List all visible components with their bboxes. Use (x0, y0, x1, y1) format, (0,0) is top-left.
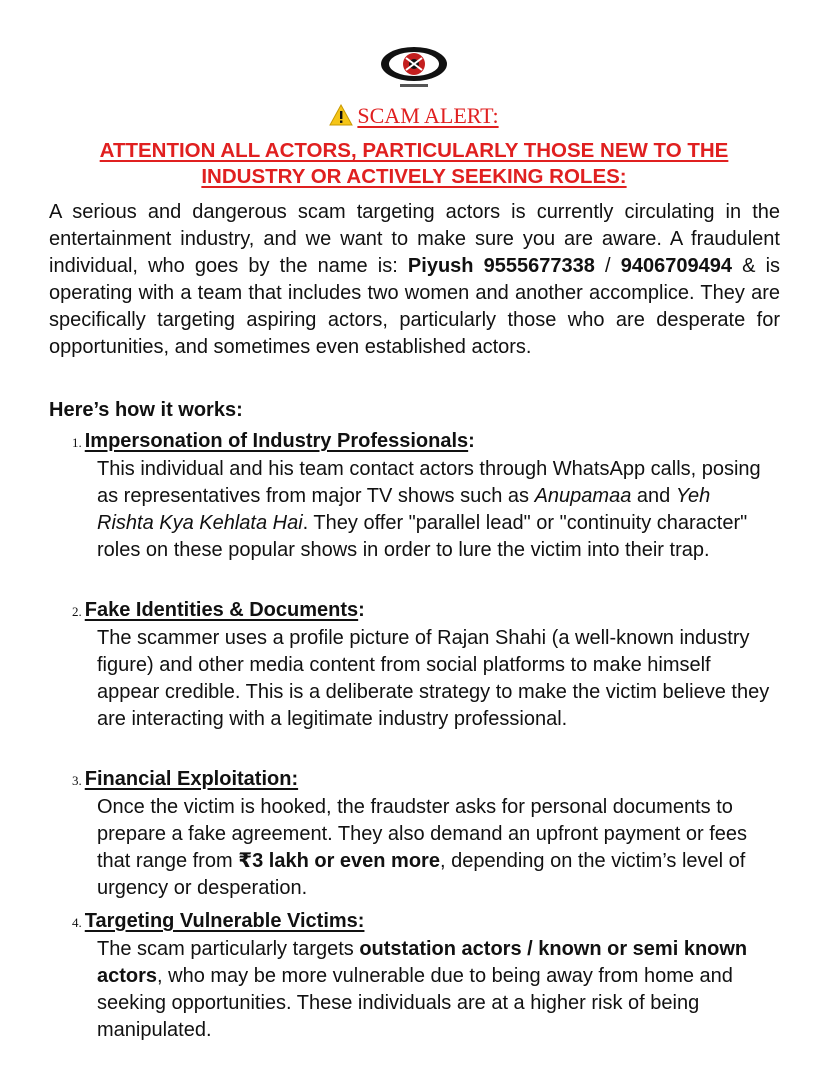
item-body (97, 936, 772, 1044)
item-header (72, 597, 772, 625)
production-logo (380, 44, 448, 92)
contact-separator: / (594, 255, 621, 277)
scam-alert-text: SCAM ALERT: (357, 103, 499, 128)
item-text: and (631, 485, 676, 507)
target-group: outstation actors / known or semi known actors (97, 938, 748, 987)
item-header (72, 766, 772, 794)
item-title: Fake Identities & Documents (84, 599, 359, 621)
intro-paragraph (49, 199, 780, 361)
list-item-impersonation (72, 428, 772, 564)
show-name-yeh-rishta: Yeh Rishta Kya Kehlata Hai (97, 485, 711, 534)
logo-caption (400, 84, 428, 87)
item-title: Targeting Vulnerable Victims: (84, 910, 365, 932)
intro-text-start: A serious and dangerous scam targeting actors is currently circulating in the entertainment industry, and we want to make sure you are aware. A fraudulent individual, who goes by the name is: (49, 201, 780, 277)
item-text: This individual and his team contact actors through WhatsApp calls, posing as representatives from major TV shows such as (97, 458, 761, 507)
item-number: 2. (72, 604, 82, 619)
list-item-financial-exploitation (72, 766, 772, 902)
headline-line-2: INDUSTRY OR ACTIVELY SEEKING ROLES: (201, 165, 627, 188)
item-text: , who may be more vulnerable due to being away from home and seeking opportunities. These individuals are at a higher risk of being manipulated. (97, 965, 733, 1041)
item-body (97, 456, 772, 564)
item-number: 1. (72, 435, 82, 450)
item-number: 4. (72, 915, 82, 930)
item-colon: : (358, 599, 365, 621)
headline-line-1: ATTENTION ALL ACTORS, PARTICULARLY THOSE NEW TO THE (99, 139, 729, 162)
payment-amount: ₹3 lakh or even more (238, 850, 440, 872)
item-text: . They offer "parallel lead" or "continuity character" roles on these popular shows in order to lure the victim into their trap. (97, 512, 748, 561)
item-body (97, 794, 772, 902)
item-header (72, 428, 772, 456)
item-body: The scammer uses a profile picture of Rajan Shahi (a well-known industry figure) and other media content from social platforms to make himself appear credible. This is a deliberate strategy to make the victim believe they are interacting with a legitimate industry professional. (97, 627, 770, 730)
intro-text-end: & is operating with a team that includes two women and another accomplice. They are specifically targeting aspiring actors, particularly those who are desperate for opportunities, and sometimes even established actors. (49, 255, 781, 358)
item-title: Impersonation of Industry Professionals (84, 430, 469, 452)
item-text: , depending on the victim’s level of urgency or desperation. (97, 850, 746, 899)
scam-alert-title (0, 103, 828, 129)
item-colon: : (468, 430, 475, 452)
warning-icon (329, 104, 353, 126)
show-name-anupamaa: Anupamaa (534, 485, 632, 507)
attention-headline (40, 138, 788, 190)
list-item-fake-identities (72, 597, 772, 733)
item-text: Once the victim is hooked, the fraudster asks for personal documents to prepare a fake agreement. They also demand an upfront payment or fees that range from (97, 796, 748, 872)
list-item-vulnerable-victims (72, 908, 772, 1044)
how-it-works-heading: Here’s how it works: (49, 399, 243, 421)
item-text: The scam particularly targets (97, 938, 360, 960)
item-title: Financial Exploitation: (84, 768, 299, 790)
item-header (72, 908, 772, 936)
item-number: 3. (72, 773, 82, 788)
scammer-contact-2: 9406709494 (620, 255, 732, 277)
scammer-contact-1: Piyush 9555677338 (407, 255, 595, 277)
